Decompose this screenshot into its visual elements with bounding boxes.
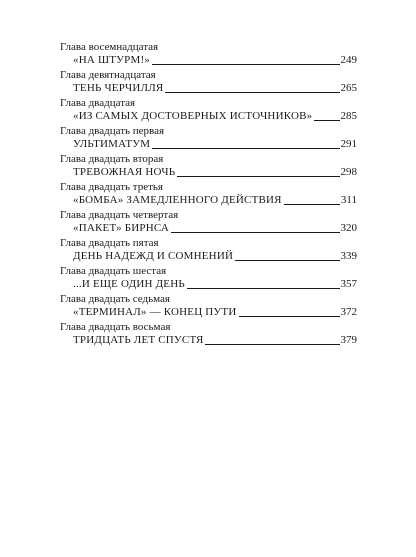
dot-leader [165,92,339,93]
chapter-title-row [60,138,357,151]
page-number: 265 [340,82,357,94]
chapter-label: Глава двадцать пятая [60,237,159,249]
toc-entry[interactable] [60,181,357,207]
chapter-title: «БОМБА» ЗАМЕДЛЕННОГО ДЕЙСТВИЯ [73,194,282,206]
chapter-label: Глава двадцать третья [60,181,163,193]
dot-leader [152,64,339,65]
chapter-label: Глава двадцатая [60,97,136,109]
chapter-title: «ТЕРМИНАЛ» — КОНЕЦ ПУТИ [73,306,237,318]
toc-entry[interactable] [60,41,357,67]
toc-entry[interactable] [60,265,357,291]
toc-entry[interactable] [60,321,357,347]
toc-entry[interactable] [60,237,357,263]
page-number: 311 [340,194,357,206]
chapter-title: «НА ШТУРМ!» [73,54,151,66]
page-number: 372 [340,306,357,318]
dot-leader [314,120,339,121]
chapter-title: ТРЕВОЖНАЯ НОЧЬ [73,166,176,178]
dot-leader [284,204,340,205]
dot-leader [177,176,339,177]
page-number: 379 [340,334,357,346]
chapter-title: «ИЗ САМЫХ ДОСТОВЕРНЫХ ИСТОЧНИКОВ» [73,110,313,122]
chapter-title: ТРИДЦАТЬ ЛЕТ СПУСТЯ [73,334,204,346]
chapter-label: Глава двадцать седьмая [60,293,170,305]
page-number: 298 [340,166,357,178]
page-number: 339 [340,250,357,262]
page-number: 249 [340,54,357,66]
dot-leader [205,344,339,345]
toc-entry[interactable] [60,69,357,95]
chapter-title-row [60,110,357,123]
chapter-title-row [60,250,357,263]
chapter-label: Глава двадцать первая [60,125,165,137]
page-number: 291 [340,138,357,150]
chapter-title: УЛЬТИМАТУМ [73,138,151,150]
chapter-title: ТЕНЬ ЧЕРЧИЛЛЯ [73,82,164,94]
page-number: 320 [340,222,357,234]
dot-leader [235,260,339,261]
toc-entry[interactable] [60,125,357,151]
chapter-label: Глава двадцать восьмая [60,321,171,333]
dot-leader [239,316,340,317]
chapter-label: Глава двадцать шестая [60,265,167,277]
chapter-title-row [60,222,357,235]
chapter-label: Глава двадцать четвертая [60,209,179,221]
page-number: 285 [340,110,357,122]
toc-entry[interactable] [60,209,357,235]
toc-entry[interactable] [60,153,357,179]
chapter-label: Глава восемнадцатая [60,41,159,53]
chapter-label: Глава девятнадцатая [60,69,156,81]
chapter-title-row [60,54,357,67]
chapter-title-row [60,334,357,347]
chapter-title-row [60,166,357,179]
chapter-title: «ПАКЕТ» БИРНСА [73,222,169,234]
dot-leader [152,148,339,149]
chapter-title-row [60,306,357,319]
dot-leader [171,232,340,233]
toc-entry[interactable] [60,97,357,123]
toc-entry[interactable] [60,293,357,319]
chapter-title: ...И ЕЩЕ ОДИН ДЕНЬ [73,278,185,290]
chapter-label: Глава двадцать вторая [60,153,164,165]
table-of-contents [60,41,357,349]
page-number: 357 [340,278,357,290]
dot-leader [187,288,340,289]
chapter-title-row [60,82,357,95]
chapter-title: ДЕНЬ НАДЕЖД И СОМНЕНИЙ [73,250,234,262]
chapter-title-row [60,194,357,207]
chapter-title-row [60,278,357,291]
